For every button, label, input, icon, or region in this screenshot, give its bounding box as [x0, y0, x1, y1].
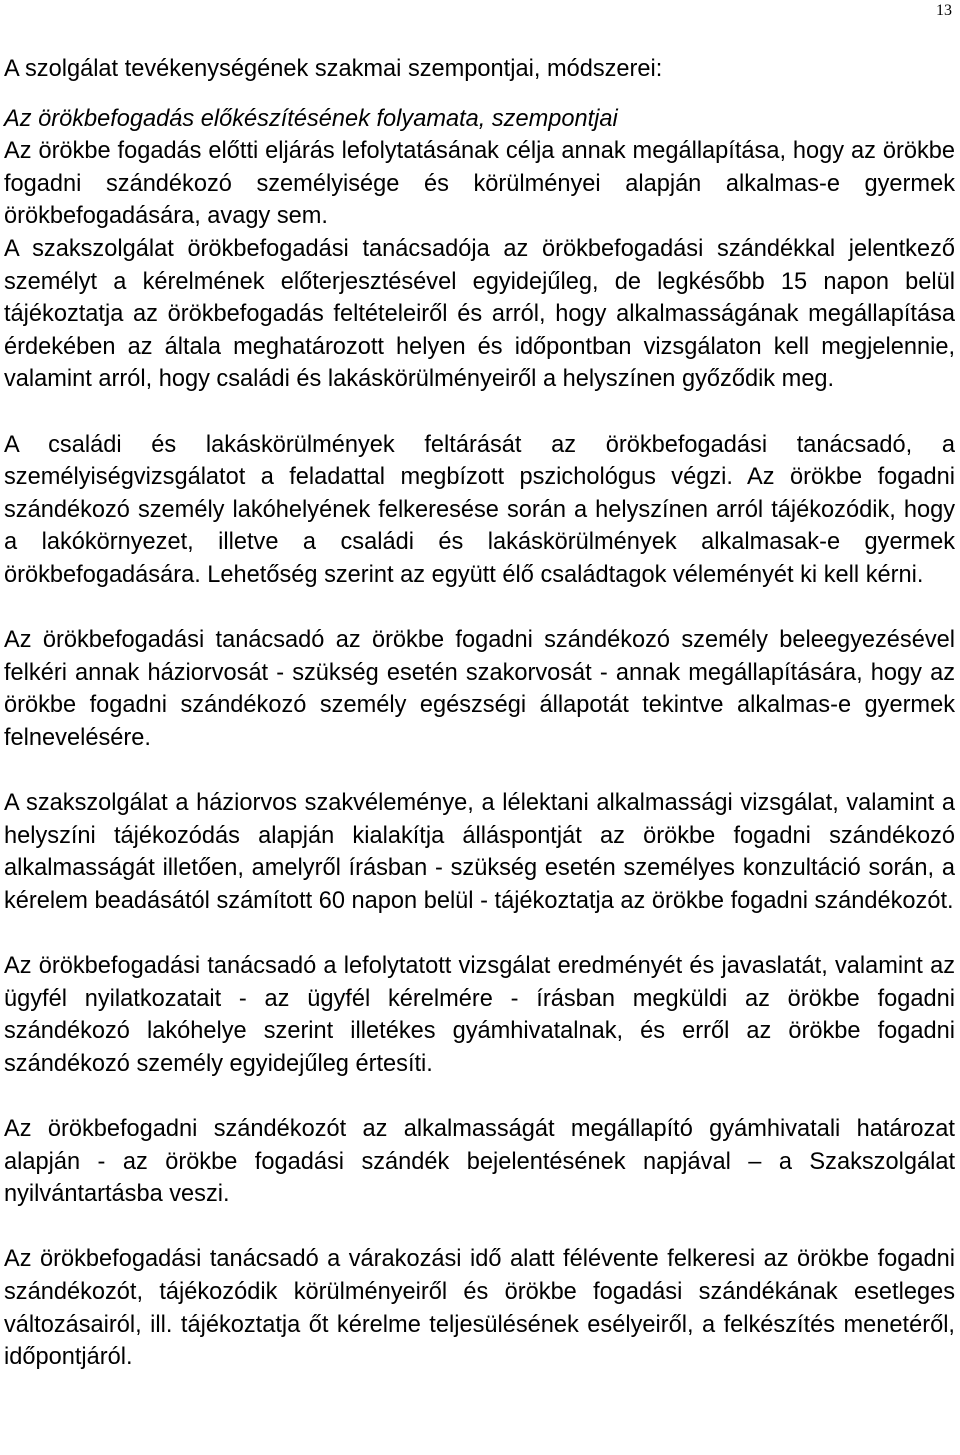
paragraph: Az örökbefogadási tanácsadó a lefolytatott vizsgálat eredményét és javaslatát, valamint az ügyfél nyilatkozatait - az ügyfél kérelmére - írásban megküldi az örökbe fogadni szándékozó lakóhelye szerint illetékes gyámhivatalnak, és erről az örökbe fogadni szándékozó személy egyidejűleg értesíti. [4, 953, 955, 1077]
document-body [4, 53, 955, 1374]
paragraph: A családi és lakáskörülmények feltárását az örökbefogadási tanácsadó, a személyiségvizsgálatot a feladattal megbízott pszichológus végzi. Az örökbe fogadni szándékozó személy lakóhelyének felkeresése során a helyszínen arról tájékozódik, hogy a lakókörnyezet, illetve a családi és lakáskörülmények alkalmasak-e gyermek örökbefogadására. Lehetőség szerint az együtt élő családtagok véleményét ki kell kérni. [4, 431, 955, 588]
page-number: 13 [936, 2, 952, 19]
subheading: Az örökbefogadás előkészítésének folyamata, szempontjai [4, 105, 618, 132]
paragraph: Az örökbefogadni szándékozót az alkalmasságát megállapító gyámhivatali határozat alapján - az örökbe fogadási szándék bejelentésének napjával – a Szakszolgálat nyilvántartásba veszi. [4, 1116, 955, 1208]
paragraph: Az örökbe fogadás előtti eljárás lefolytatásának célja annak megállapítása, hogy az örökbe fogadni szándékozó személyisége és körülményei alapján alkalmas-e gyermek örökbefogadására, avagy sem. [4, 138, 955, 230]
paragraph: A szakszolgálat a háziorvos szakvéleménye, a lélektani alkalmassági vizsgálat, valamint a helyszíni tájékozódás alapján kialakítja álláspontját az örökbe fogadni szándékozó alkalmasságát illetően, amelyről írásban - szükség esetén személyes konzultáció során, a kérelem beadásától számított 60 napon belül - tájékoztatja az örökbe fogadni szándékozót. [4, 790, 955, 914]
paragraph: A szakszolgálat örökbefogadási tanácsadója az örökbefogadási szándékkal jelentkező személyt a kérelmének előterjesztésével egyidejűleg, de legkésőbb 15 napon belül tájékoztatja az örökbefogadás feltételeiről és arról, hogy alkalmasságának megállapítása érdekében az általa meghatározott helyen és időpontban vizsgálaton kell megjelennie, valamint arról, hogy családi és lakáskörülményeiről a helyszínen győződik meg. [4, 235, 955, 393]
paragraph: Az örökbefogadási tanácsadó a várakozási idő alatt félévente felkeresi az örökbe fogadni szándékozót, tájékozódik körülményeiről és örökbe fogadási szándékának esetleges változásairól, ill. tájékoztatja őt kérelme teljesülésének esélyeiről, a felkészítés menetéről, időpontjáról. [4, 1246, 955, 1371]
section-heading: A szolgálat tevékenységének szakmai szempontjai, módszerei: [4, 56, 663, 82]
paragraph: Az örökbefogadási tanácsadó az örökbe fogadni szándékozó személy beleegyezésével felkéri annak háziorvosát - szükség esetén szakorvosát - annak megállapítására, hogy az örökbe fogadni szándékozó személy egészségi állapotát tekintve alkalmas-e gyermek felnevelésére. [4, 627, 955, 751]
intro-block [4, 135, 955, 396]
